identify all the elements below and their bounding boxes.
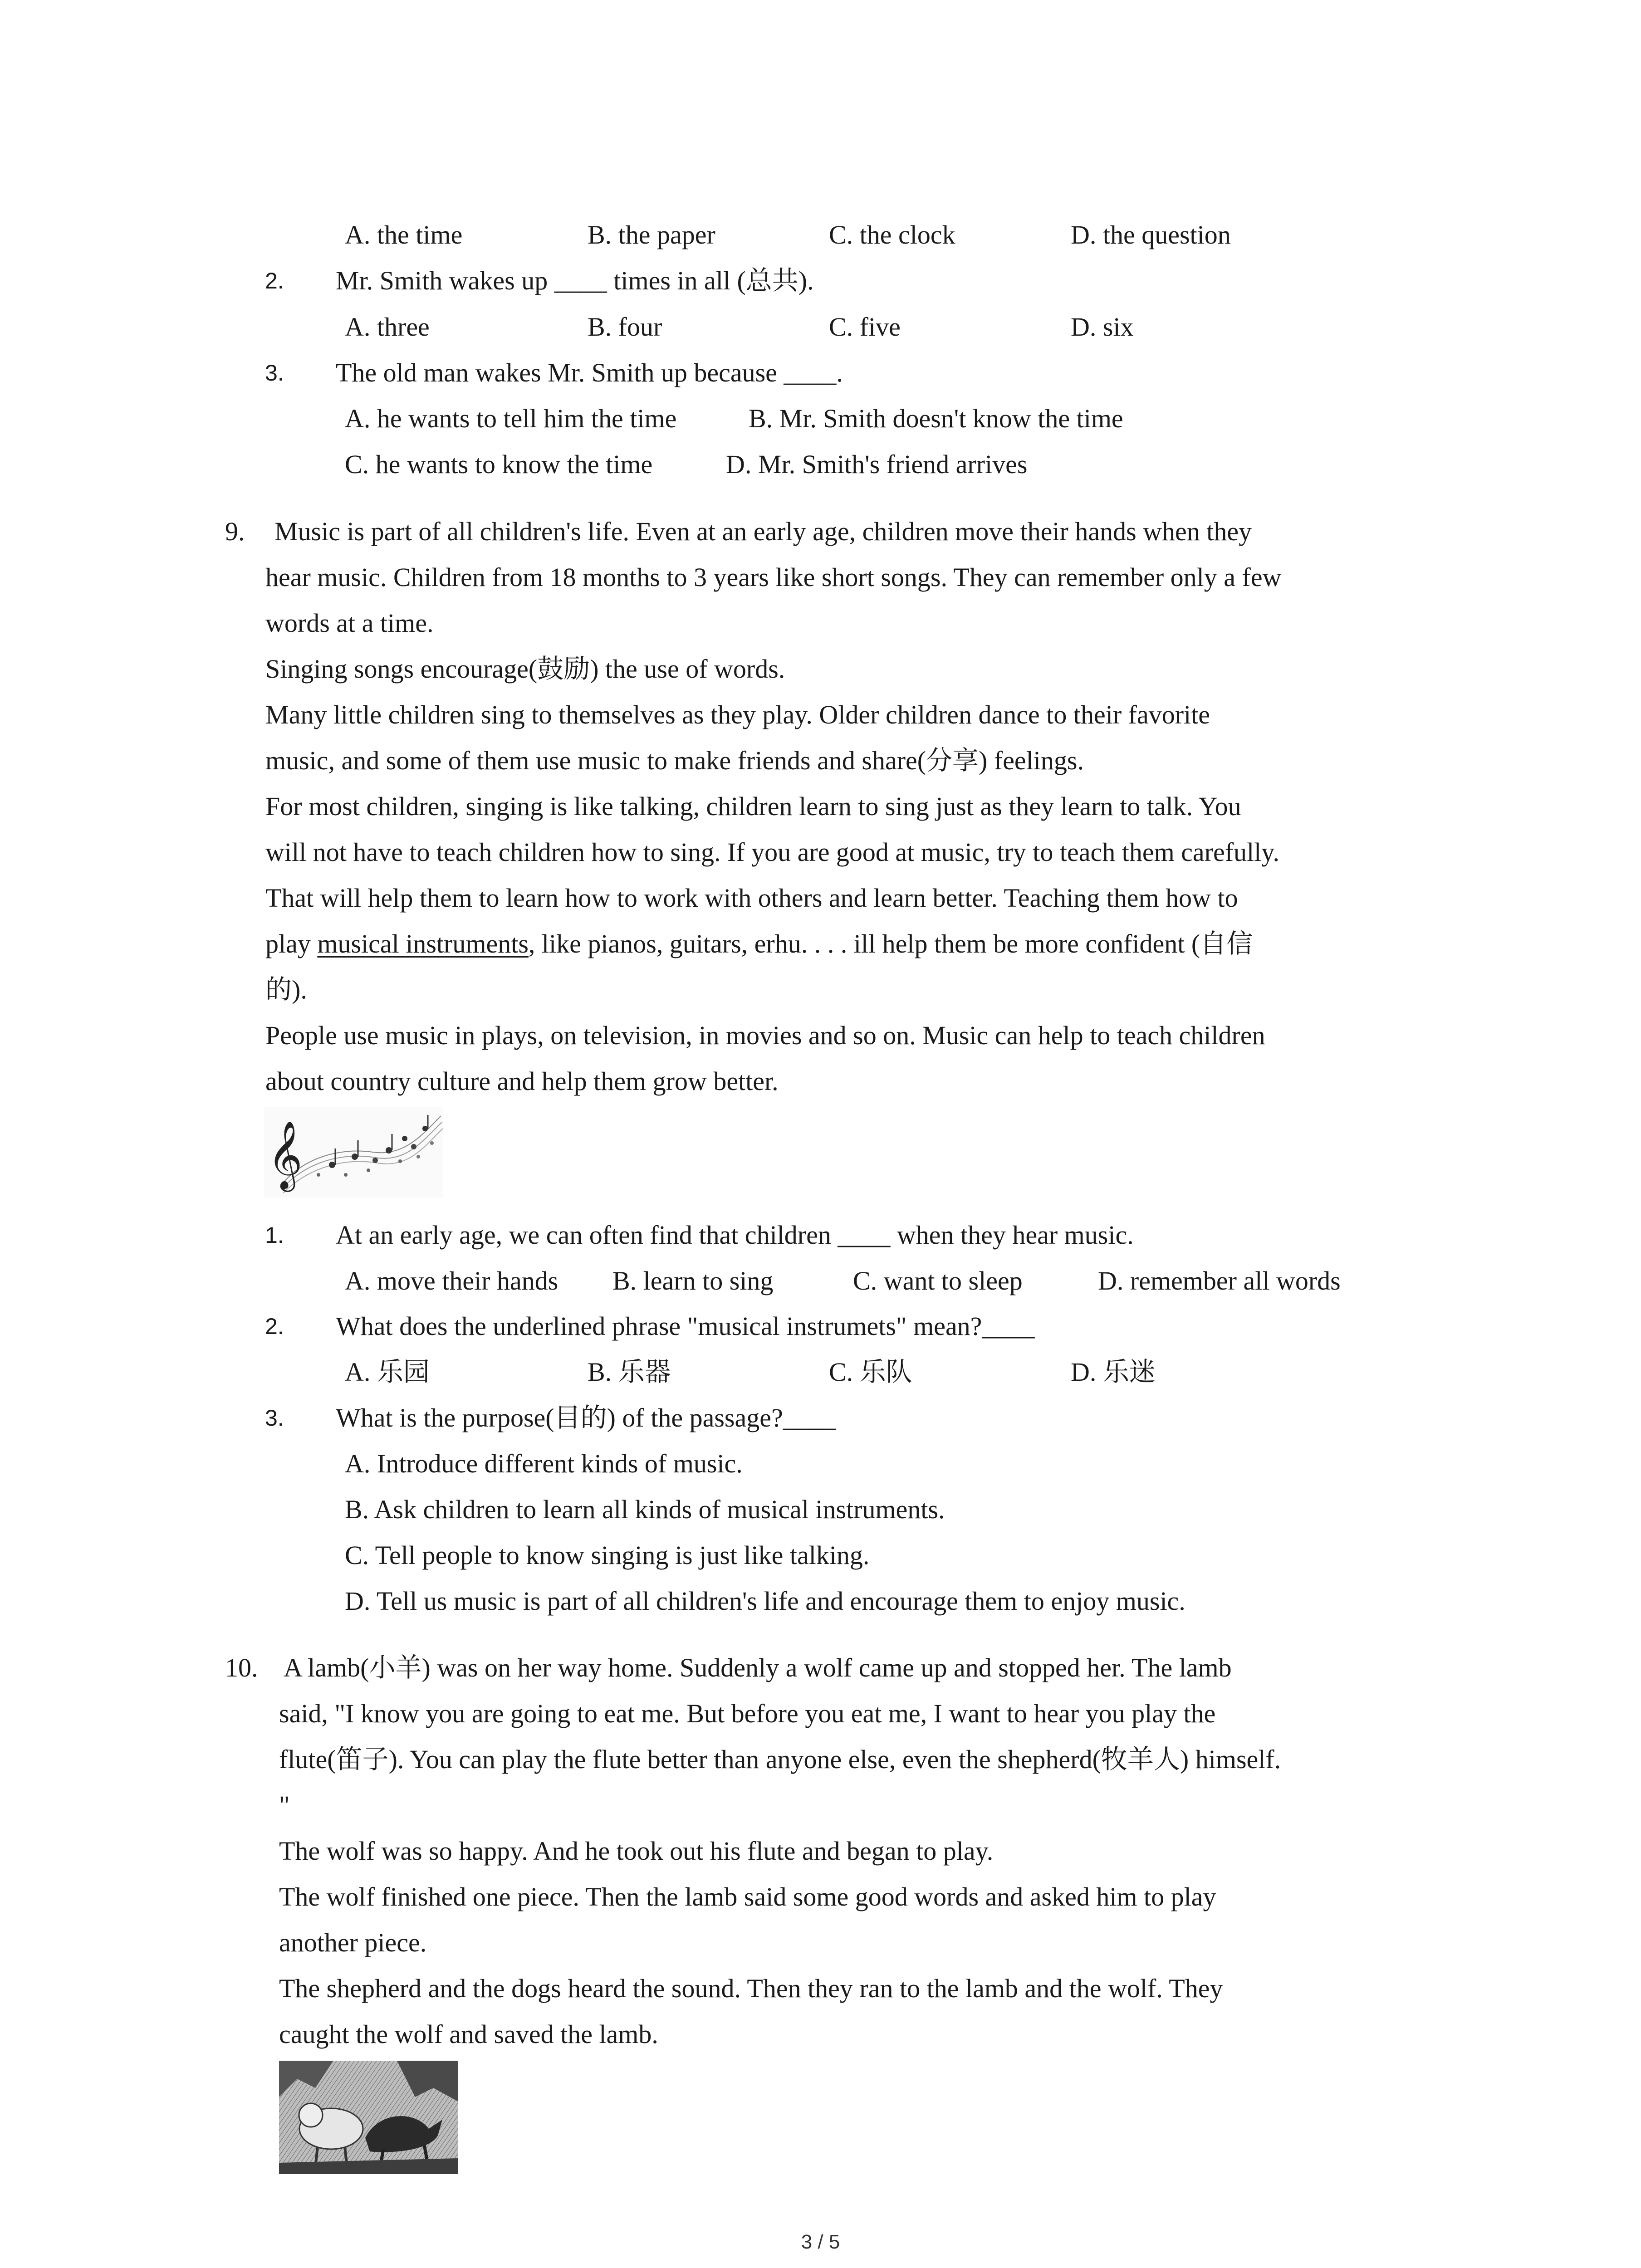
option-c: C. he wants to know the time	[345, 450, 653, 479]
music-notes-icon	[264, 1107, 443, 1198]
option-b: B. the paper	[588, 220, 715, 249]
passage-line: will not have to teach children how to sing. If you are good at music, try to teach them carefully.	[265, 837, 1280, 867]
question-text: What is the purpose(目的) of the passage?____	[336, 1403, 836, 1432]
question-number: 3.	[265, 1405, 284, 1431]
passage-line: For most children, singing is like talking, children learn to sing just as they learn to talk. You	[265, 792, 1241, 821]
passage-line: another piece.	[279, 1928, 427, 1957]
question-number: 2.	[265, 268, 284, 293]
question-number: 1.	[265, 1222, 284, 1248]
option-b: B. learn to sing	[612, 1266, 774, 1295]
passage-line: Music is part of all children's life. Even at an early age, children move their hands when they	[274, 517, 1252, 546]
passage-line: music, and some of them use music to make friends and share(分享) feelings.	[265, 746, 1084, 775]
passage-line: The wolf was so happy. And he took out his flute and began to play.	[279, 1836, 994, 1866]
question-text: At an early age, we can often find that children ____ when they hear music.	[336, 1220, 1134, 1250]
option-a: A. he wants to tell him the time	[345, 404, 677, 433]
passage-line: 的).	[265, 975, 307, 1004]
option-c: C. 乐队	[829, 1357, 912, 1387]
page-number: 3 / 5	[801, 2231, 840, 2253]
passage-number: 10.	[225, 1653, 258, 1682]
option-a: A. Introduce different kinds of music.	[345, 1449, 743, 1478]
question-text: Mr. Smith wakes up ____ times in all (总共).	[336, 266, 814, 295]
option-c: C. want to sleep	[853, 1266, 1023, 1295]
option-b: B. Ask children to learn all kinds of musical instruments.	[345, 1495, 945, 1524]
option-d: D. Mr. Smith's friend arrives	[726, 450, 1028, 479]
passage-line-prefix: play	[265, 929, 318, 958]
passage-line	[265, 931, 1253, 957]
question-number: 3.	[265, 360, 284, 386]
passage-line-suffix: , like pianos, guitars, erhu. . . . ill help them be more confident (自信	[528, 929, 1253, 958]
wolf-and-lamb-picture	[279, 2061, 458, 2174]
passage-line: flute(笛子). You can play the flute better than anyone else, even the shepherd(牧羊人) himself.	[279, 1745, 1281, 1774]
underlined-phrase: musical instruments	[317, 929, 529, 958]
passage-line: words at a time.	[265, 608, 434, 638]
passage-line: The shepherd and the dogs heard the sound. Then they ran to the lamb and the wolf. They	[279, 1974, 1223, 2003]
passage-line: People use music in plays, on television, in movies and so on. Music can help to teach children	[265, 1021, 1265, 1050]
passage-number: 9.	[225, 517, 245, 546]
passage-line: said, "I know you are going to eat me. But before you eat me, I want to hear you play the	[279, 1699, 1216, 1728]
question-text: The old man wakes Mr. Smith up because ____.	[336, 358, 843, 387]
option-c: C. the clock	[829, 220, 955, 249]
passage-line: about country culture and help them grow better.	[265, 1066, 779, 1096]
question-number: 2.	[265, 1314, 284, 1339]
passage-line: hear music. Children from 18 months to 3 years like short songs. They can remember only a few	[265, 562, 1282, 592]
option-c: C. five	[829, 312, 901, 342]
option-d: D. the question	[1071, 220, 1231, 249]
option-d: D. 乐迷	[1071, 1357, 1156, 1387]
option-d: D. six	[1071, 312, 1134, 342]
option-a: A. three	[345, 312, 430, 342]
option-b: B. Mr. Smith doesn't know the time	[749, 404, 1123, 433]
passage-line: Singing songs encourage(鼓励) the use of words.	[265, 654, 785, 684]
option-a: A. the time	[345, 220, 463, 249]
option-b: B. four	[588, 312, 662, 342]
svg-text:𝄞: 𝄞	[268, 1120, 303, 1189]
passage-line: caught the wolf and saved the lamb.	[279, 2019, 658, 2049]
option-b: B. 乐器	[588, 1357, 671, 1387]
passage-line: That will help them to learn how to work with others and learn better. Teaching them how to	[265, 883, 1238, 913]
passage-line: Many little children sing to themselves as they play. Older children dance to their favorite	[265, 700, 1210, 729]
option-d: D. remember all words	[1098, 1266, 1341, 1295]
passage-line: "	[279, 1790, 290, 1820]
passage-line: The wolf finished one piece. Then the lamb said some good words and asked him to play	[279, 1882, 1216, 1911]
question-text: What does the underlined phrase "musical instrumets" mean?____	[336, 1311, 1035, 1341]
passage-line: A lamb(小羊) was on her way home. Suddenly a wolf came up and stopped her. The lamb	[284, 1653, 1232, 1682]
option-d: D. Tell us music is part of all children's life and encourage them to enjoy music.	[345, 1586, 1185, 1616]
option-c: C. Tell people to know singing is just like talking.	[345, 1540, 870, 1570]
option-a: A. 乐园	[345, 1357, 430, 1387]
option-a: A. move their hands	[345, 1266, 558, 1295]
